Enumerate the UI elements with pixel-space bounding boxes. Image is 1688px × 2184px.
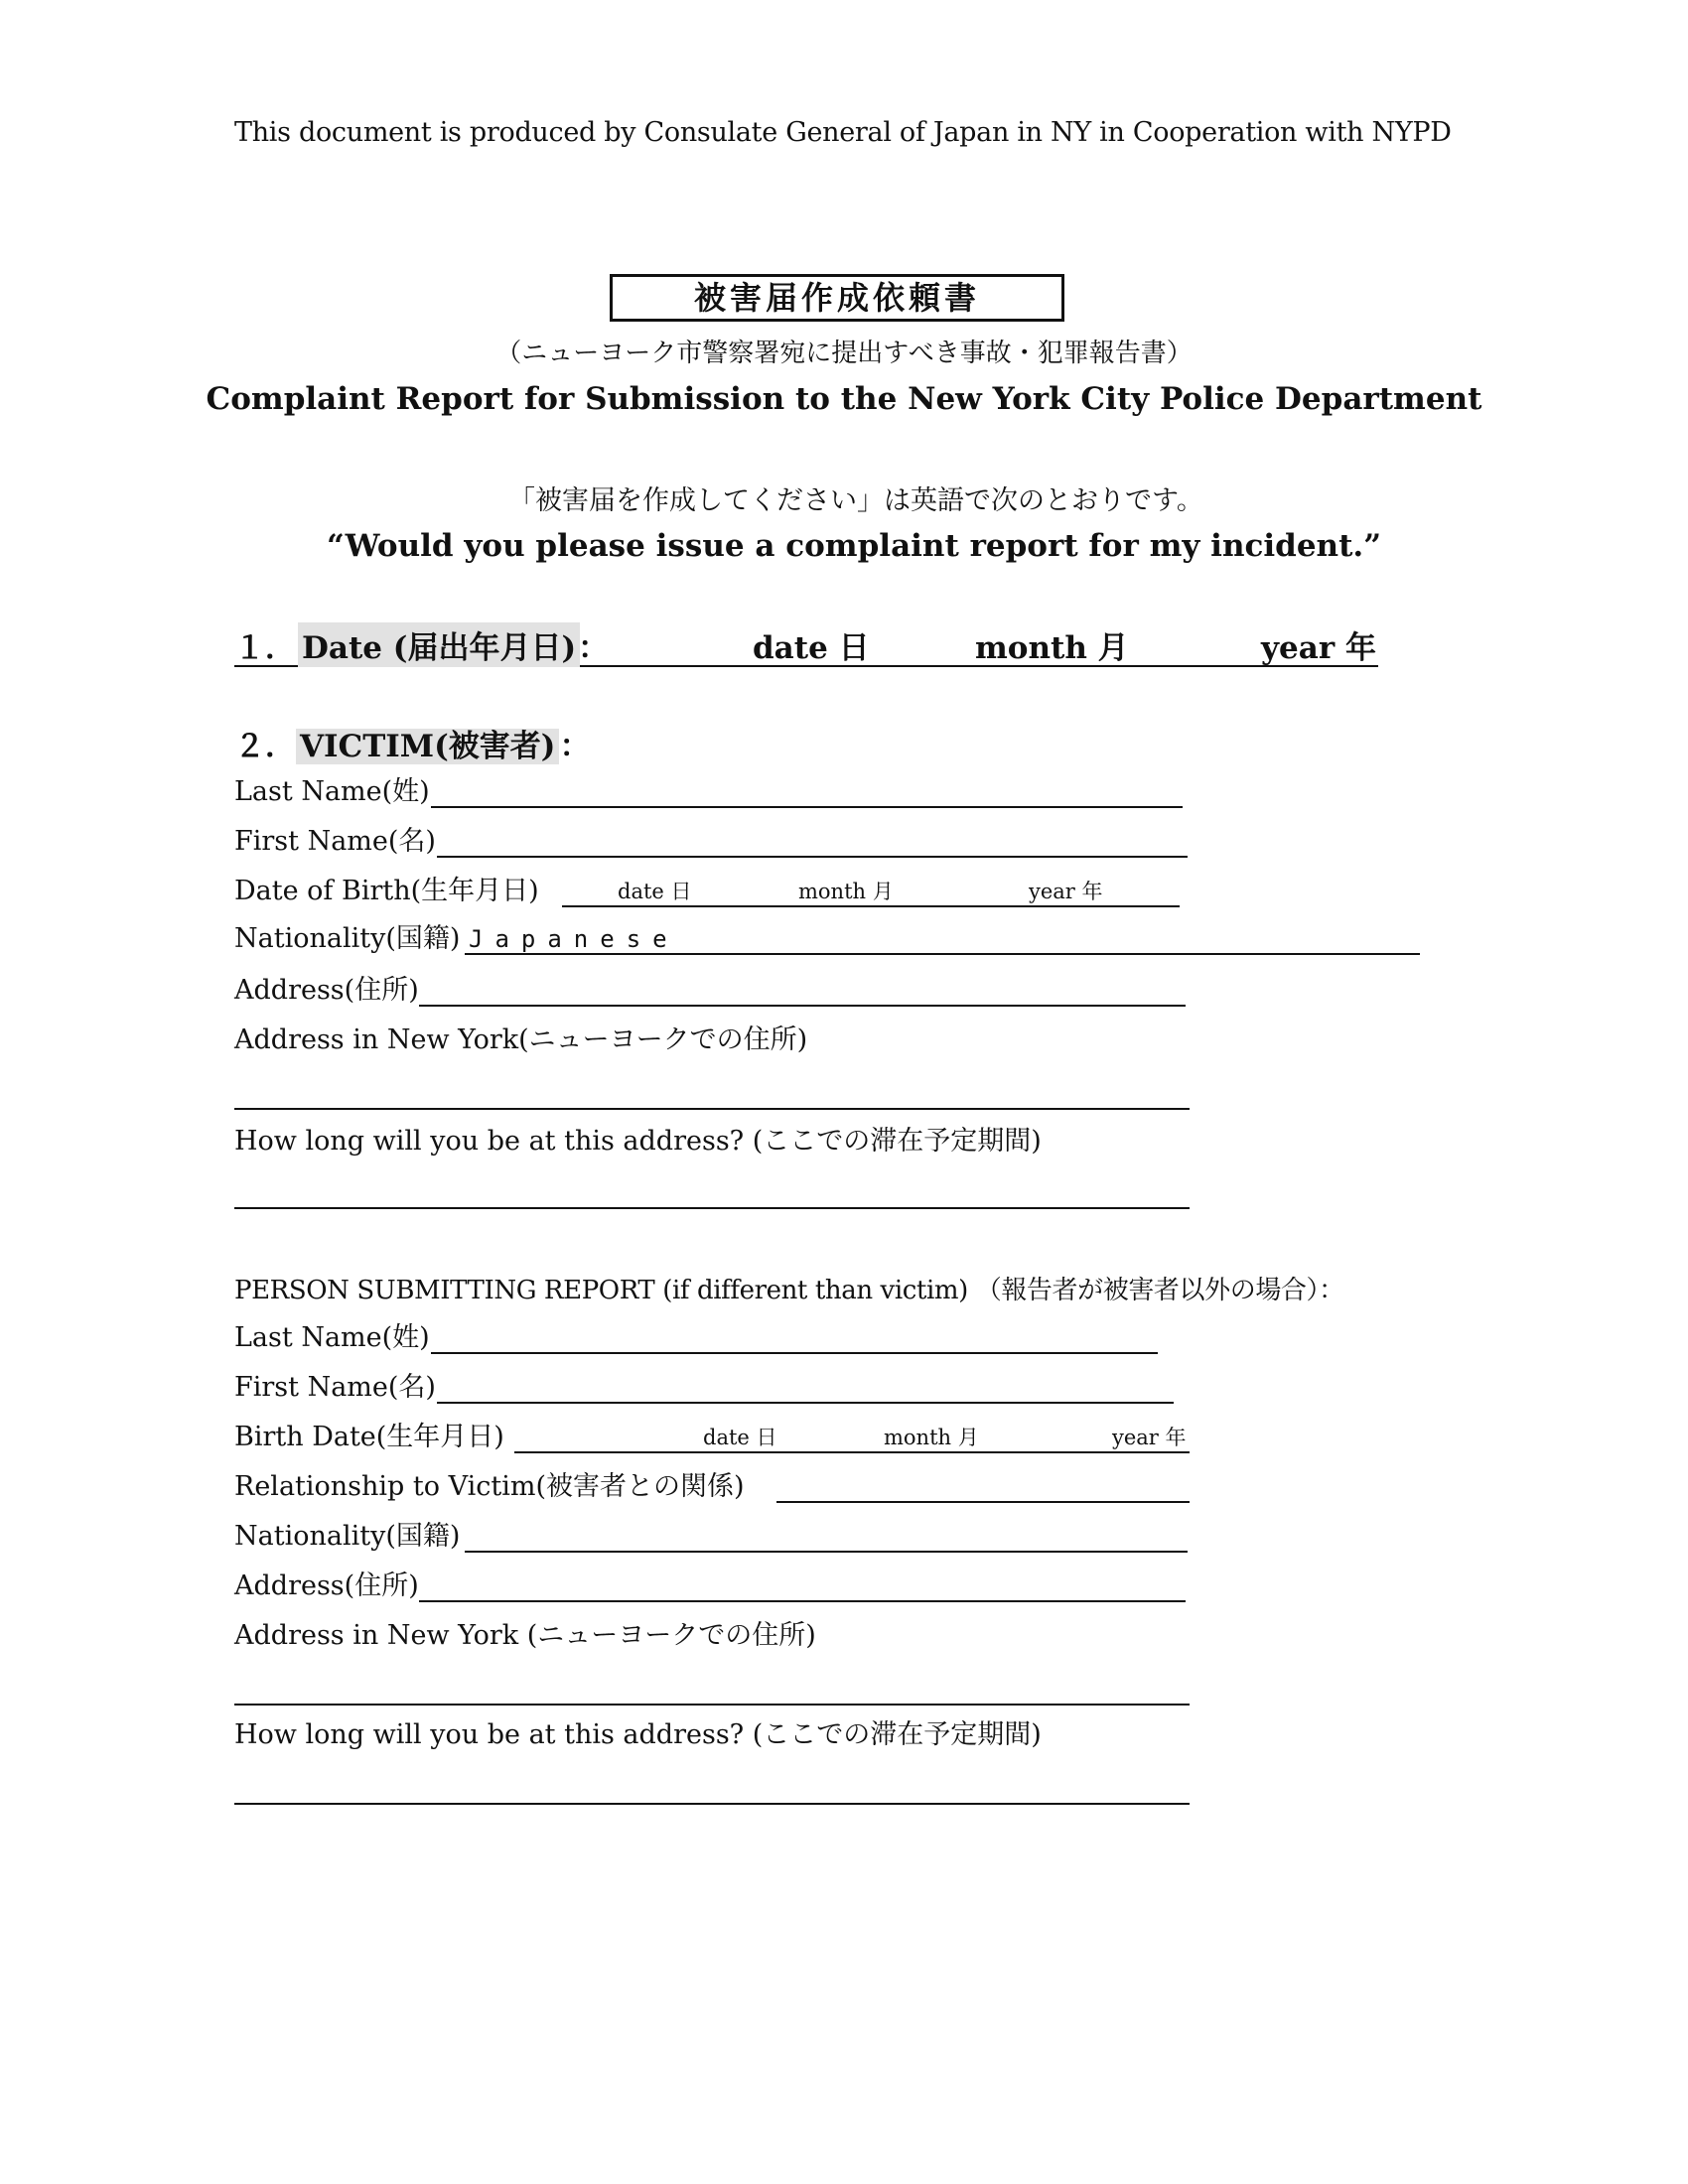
submitter-first-name-field[interactable]	[234, 1370, 1174, 1404]
victim-first-name-label: First Name(名)	[234, 826, 436, 857]
report-date-field[interactable]	[234, 630, 1378, 667]
request-english: “Would you please issue a complaint report for my incident.”	[326, 528, 1382, 564]
submitter-birth-date-field[interactable]	[234, 1420, 1190, 1453]
victim-nationality-field[interactable]	[234, 921, 1420, 955]
submitter-address-ny-label-row	[234, 1618, 1190, 1652]
victim-dob-day: date 日	[618, 880, 692, 903]
submitter-address-ny-label: Address in New York (ニューヨークでの住所)	[234, 1620, 816, 1651]
section-1-colon: ：	[578, 630, 609, 666]
submitter-how-long-label: How long will you be at this address? (ここでの滞在予定期間)	[234, 1719, 1042, 1750]
submitter-birth-day: date 日	[703, 1426, 777, 1449]
submitter-first-name-label: First Name(名)	[234, 1372, 436, 1403]
submitter-address-ny-line[interactable]	[234, 1704, 1190, 1706]
victim-last-name-field[interactable]	[234, 774, 1183, 808]
subtitle-english: Complaint Report for Submission to the New York City Police Department	[206, 381, 1482, 417]
submitter-heading-row	[234, 1273, 1456, 1306]
submitter-address-field[interactable]	[234, 1569, 1186, 1602]
submitter-relationship-field[interactable]	[234, 1469, 1190, 1503]
submitter-how-long-label-row	[234, 1717, 1190, 1751]
form-title: 被害届作成依頼書	[610, 274, 1064, 322]
victim-address-ny-label-row	[234, 1023, 1190, 1056]
report-date-day: date 日	[753, 630, 870, 666]
section-1-label: Date (届出年月日)	[298, 622, 580, 667]
submitter-birth-year: year 年	[1112, 1426, 1187, 1449]
submitter-birth-month: month 月	[884, 1426, 979, 1449]
victim-address-ny-line[interactable]	[234, 1108, 1190, 1110]
victim-dob-field[interactable]	[234, 874, 1180, 907]
victim-dob-year: year 年	[1029, 880, 1103, 903]
subtitle-japanese: （ニューヨーク市警察署宛に提出すべき事故・犯罪報告書）	[495, 339, 1193, 368]
report-date-year: year 年	[1261, 630, 1376, 666]
victim-address-label: Address(住所)	[234, 975, 419, 1006]
section-2-heading	[234, 721, 590, 765]
victim-how-long-line[interactable]	[234, 1207, 1190, 1209]
victim-last-name-label: Last Name(姓)	[234, 776, 430, 807]
section-2-colon: ：	[559, 729, 591, 764]
section-2-label: VICTIM(被害者)	[296, 729, 559, 764]
victim-nationality-label: Nationality(国籍)	[234, 923, 461, 954]
submitter-nationality-label: Nationality(国籍)	[234, 1521, 461, 1552]
header-note: This document is produced by Consulate General of Japan in NY in Cooperation with NYPD	[234, 117, 1452, 148]
submitter-last-name-label: Last Name(姓)	[234, 1322, 430, 1353]
victim-how-long-label: How long will you be at this address? (ここでの滞在予定期間)	[234, 1126, 1042, 1157]
submitter-nationality-field[interactable]	[234, 1519, 1188, 1553]
victim-address-ny-label: Address in New York(ニューヨークでの住所)	[234, 1024, 808, 1055]
submitter-how-long-line[interactable]	[234, 1803, 1190, 1805]
report-date-month: month 月	[975, 630, 1129, 666]
request-japanese: 「被害届を作成してください」は英語で次のとおりです。	[508, 485, 1203, 516]
victim-address-field[interactable]	[234, 973, 1186, 1007]
section-2-number: ２．	[234, 729, 296, 764]
submitter-address-label: Address(住所)	[234, 1570, 419, 1601]
submitter-last-name-field[interactable]	[234, 1320, 1158, 1354]
victim-nationality-value: Japanese	[469, 925, 679, 953]
victim-dob-label: Date of Birth(生年月日)	[234, 876, 539, 906]
submitter-birth-date-label: Birth Date(生年月日)	[234, 1422, 504, 1452]
victim-first-name-field[interactable]	[234, 824, 1188, 858]
submitter-heading: PERSON SUBMITTING REPORT (if different than victim) （報告者が被害者以外の場合）：	[234, 1276, 1344, 1305]
submitter-relationship-label: Relationship to Victim(被害者との関係)	[234, 1471, 745, 1502]
victim-dob-month: month 月	[798, 880, 894, 903]
victim-how-long-label-row	[234, 1124, 1190, 1158]
section-1-number: １．	[234, 630, 296, 666]
